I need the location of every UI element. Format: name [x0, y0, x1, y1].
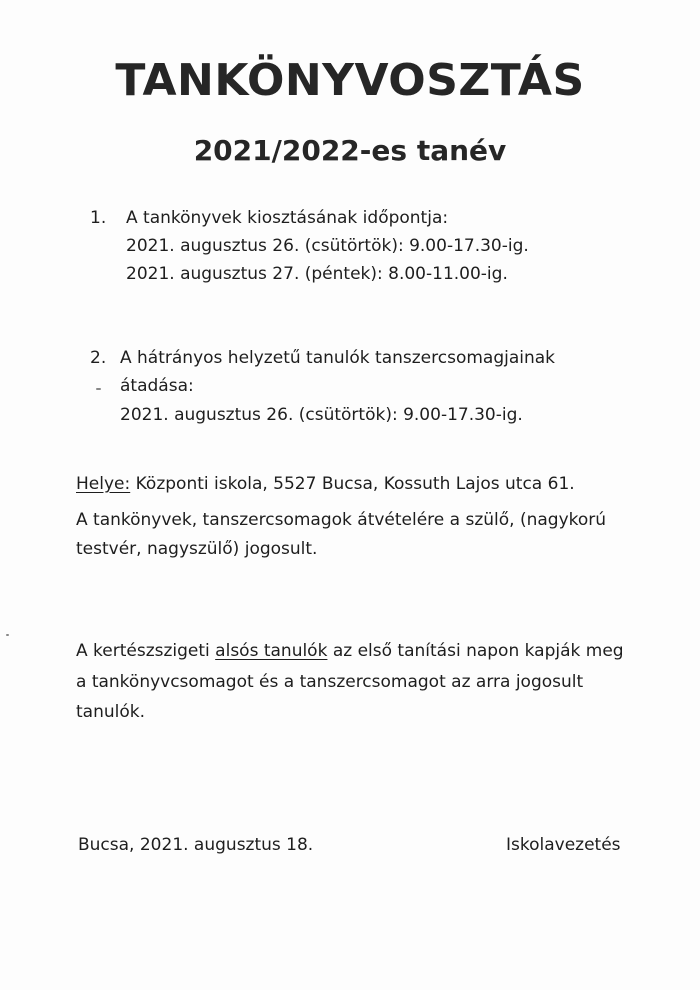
note-line-1-post: az első tanítási napon kapják meg [327, 641, 624, 661]
document-subtitle: 2021/2022-es tanév [193, 134, 507, 167]
section1-date-line-2: 2021. augusztus 27. (péntek): 8.00-11.00-ig. [126, 264, 508, 284]
note-line-1 [76, 641, 624, 661]
footer-signature: Iskolavezetés [506, 835, 621, 855]
section1-date-line-1: 2021. augusztus 26. (csütörtök): 9.00-17.30-ig. [126, 236, 529, 256]
location-text: Központi iskola, 5527 Bucsa, Kossuth Lajos utca 61. [130, 474, 575, 494]
note-underlined-text: alsós tanulók [215, 641, 328, 661]
section2-date-line-1: 2021. augusztus 26. (csütörtök): 9.00-17.30-ig. [120, 405, 523, 425]
eligibility-line-1: A tankönyvek, tanszercsomagok átvételére a szülő, (nagykorú [76, 510, 607, 530]
eligibility-line-2: testvér, nagyszülő) jogosult. [76, 539, 318, 559]
note-line-3: tanulók. [76, 702, 146, 722]
scan-speck [6, 634, 9, 636]
section2-heading-cont: átadása: [120, 376, 194, 396]
footer-place-date: Bucsa, 2021. augusztus 18. [78, 835, 314, 855]
note-line-1-pre: A kertészszigeti [76, 641, 216, 661]
location-line [76, 474, 575, 494]
section1-heading: A tankönyvek kiosztásának időpontja: [126, 208, 449, 228]
section2-heading: A hátrányos helyzetű tanulók tanszercsomagjainak [120, 348, 556, 368]
location-label: Helye: [76, 474, 131, 494]
scan-speck [96, 388, 101, 390]
section1-number: 1. [90, 208, 107, 228]
note-line-2: a tankönyvcsomagot és a tanszercsomagot az arra jogosult [76, 672, 584, 692]
document-title: TANKÖNYVOSZTÁS [115, 55, 585, 106]
section2-number: 2. [90, 348, 107, 368]
